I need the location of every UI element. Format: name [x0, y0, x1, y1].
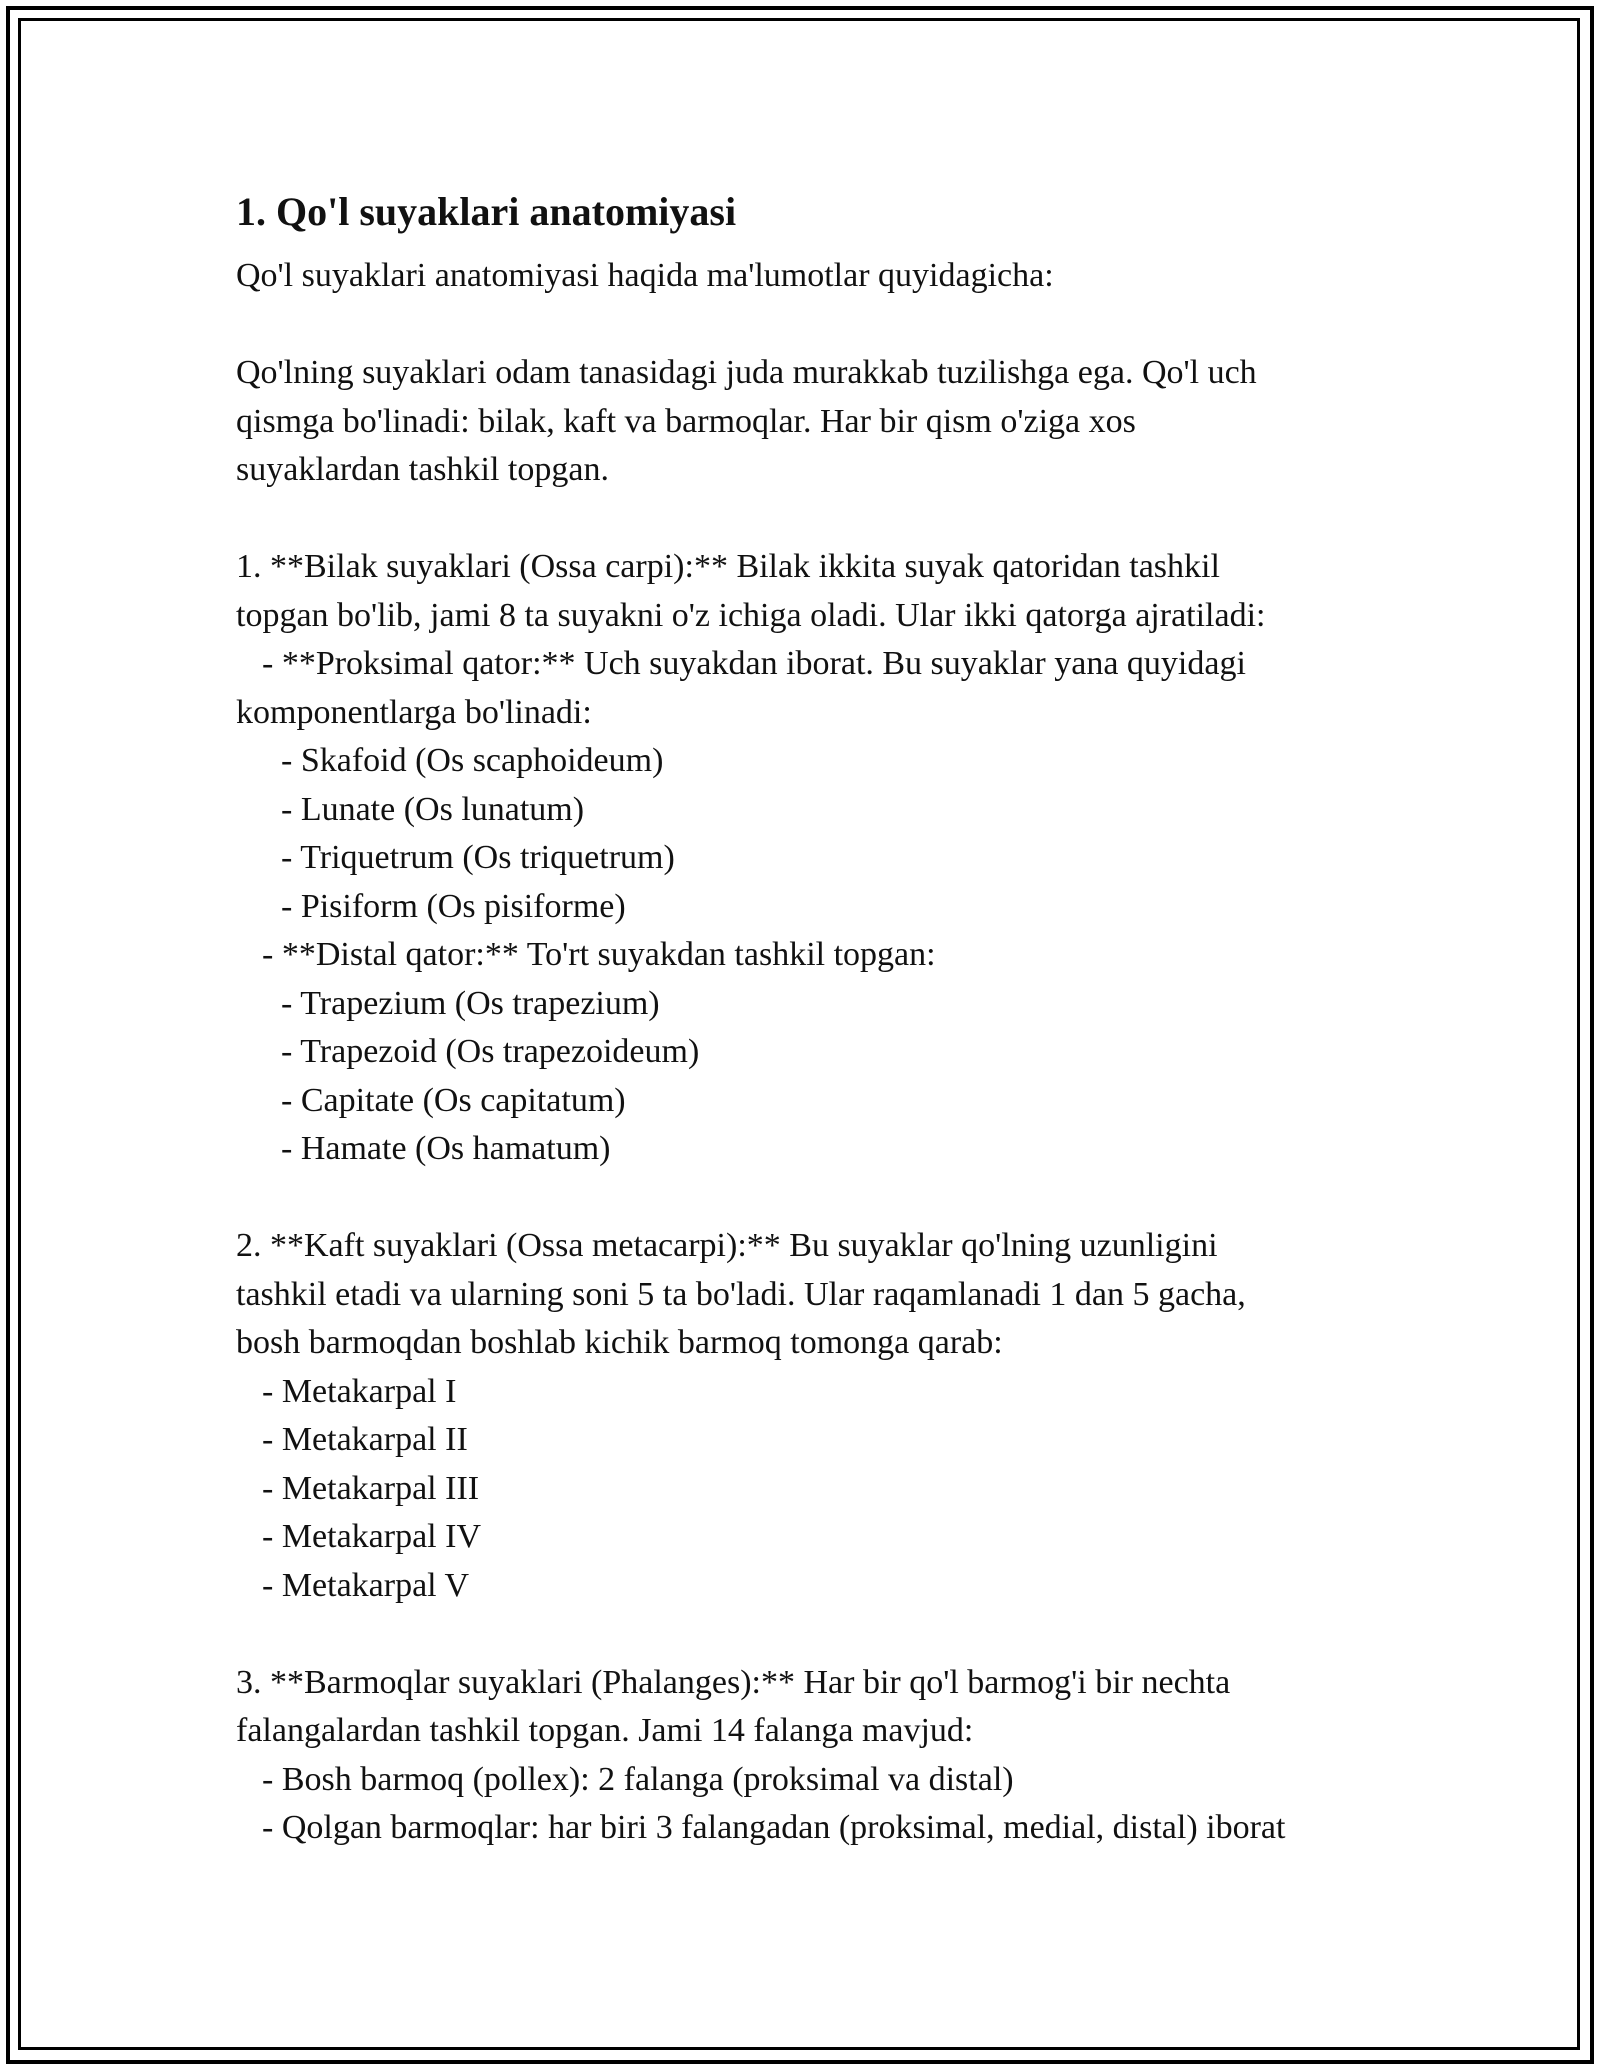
list-item: - Triquetrum (Os triquetrum)	[281, 839, 675, 876]
list-item: - Metakarpal I	[262, 1372, 457, 1410]
paragraph-line: Qo'lning suyaklari odam tanasidagi juda murakkab tuzilishga ega. Qo'l uch	[236, 354, 1257, 391]
list-item: - Lunate (Os lunatum)	[281, 790, 585, 828]
list-item: - Trapezium (Os trapezium)	[281, 984, 660, 1022]
spacer	[236, 1610, 1436, 1659]
list-item: - Metakarpal V	[262, 1566, 470, 1604]
list-item: - Metakarpal III	[262, 1469, 480, 1507]
section-metacarpal-bones	[236, 1222, 1436, 1610]
section-phalanges	[236, 1659, 1436, 1853]
list-item: - Bosh barmoq (pollex): 2 falanga (proksimal va distal)	[262, 1760, 1014, 1798]
list-item: - Trapezoid (Os trapezoideum)	[281, 1033, 700, 1070]
list-item: - Pisiform (Os pisiforme)	[281, 887, 626, 925]
distal-row-line: - **Distal qator:** To'rt suyakdan tashkil topgan:	[262, 936, 936, 973]
section-text-line: falangalardan tashkil topgan. Jami 14 falanga mavjud:	[236, 1712, 974, 1749]
section-text-line: bosh barmoqdan boshlab kichik barmoq tomonga qarab:	[236, 1324, 1003, 1361]
paragraph-line: suyaklardan tashkil topgan.	[236, 451, 609, 488]
spacer	[236, 495, 1436, 544]
list-item: - Metakarpal II	[262, 1421, 468, 1458]
document-title: 1. Qo'l suyaklari anatomiyasi	[236, 189, 737, 234]
list-item: - Capitate (Os capitatum)	[281, 1081, 626, 1119]
list-item: - Hamate (Os hamatum)	[281, 1130, 611, 1167]
section-text-line: topgan bo'lib, jami 8 ta suyakni o'z ichiga oladi. Ular ikki qatorga ajratiladi:	[236, 596, 1266, 634]
document-body	[236, 186, 1436, 1853]
proximal-row-line: komponentlarga bo'linadi:	[236, 693, 592, 731]
intro-line: Qo'l suyaklari anatomiyasi haqida ma'lumotlar quyidagicha:	[236, 257, 1054, 294]
section-text-line: tashkil etadi va ularning soni 5 ta bo'ladi. Ular raqamlanadi 1 dan 5 gacha,	[236, 1275, 1246, 1313]
section-heading-line: 2. **Kaft suyaklari (Ossa metacarpi):** Bu suyaklar qo'lning uzunligini	[236, 1227, 1218, 1264]
spacer	[236, 1174, 1436, 1223]
overview-paragraph	[236, 349, 1436, 495]
list-item: - Skafoid (Os scaphoideum)	[281, 742, 664, 779]
section-heading-line: 1. **Bilak suyaklari (Ossa carpi):** Bilak ikkita suyak qatoridan tashkil	[236, 548, 1220, 585]
proximal-row-line: - **Proksimal qator:** Uch suyakdan iborat. Bu suyaklar yana quyidagi	[262, 645, 1246, 682]
section-carpal-bones	[236, 543, 1436, 1174]
spacer	[236, 301, 1436, 350]
paragraph-line: qismga bo'linadi: bilak, kaft va barmoqlar. Har bir qism o'ziga xos	[236, 402, 1136, 440]
list-item: - Qolgan barmoqlar: har biri 3 falangadan (proksimal, medial, distal) iborat	[262, 1809, 1286, 1846]
list-item: - Metakarpal IV	[262, 1518, 482, 1555]
section-heading-line: 3. **Barmoqlar suyaklari (Phalanges):** Har bir qo'l barmog'i bir nechta	[236, 1663, 1231, 1701]
